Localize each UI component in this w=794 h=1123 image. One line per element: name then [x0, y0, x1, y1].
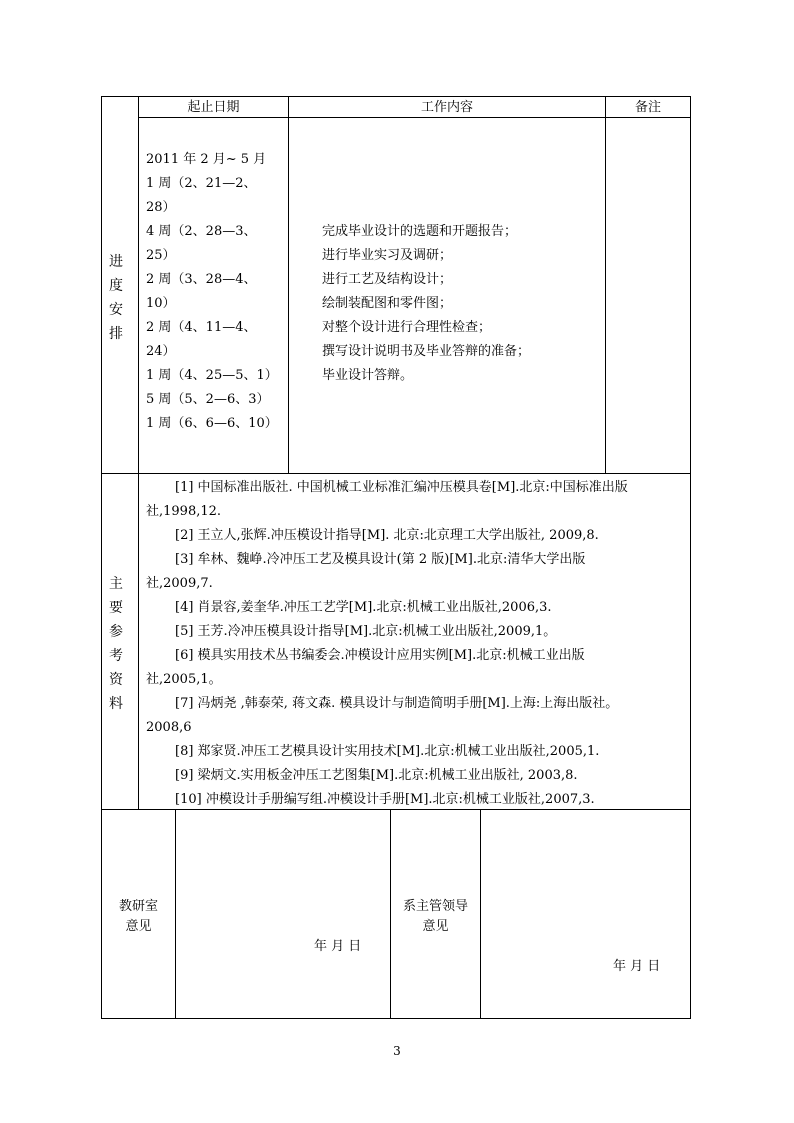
task-item: 进行工艺及结构设计； — [322, 272, 453, 287]
opinion-divider-1 — [175, 809, 176, 1019]
task-item: 对整个设计进行合理性检查； — [322, 320, 492, 335]
header-dates: 起止日期 — [187, 100, 240, 115]
date-line: 1 周（2、21—2、 — [146, 176, 257, 191]
date-line: 1 周（4、25—5、1） — [146, 368, 278, 383]
schedule-dates — [146, 148, 278, 436]
table-border-top — [101, 96, 691, 97]
reference-line: [9] 梁炳文.实用板金冲压工艺图集[M].北京:机械工业出版社, 2003,8. — [175, 768, 578, 783]
task-item: 进行毕业实习及调研； — [322, 248, 453, 263]
dates-column-divider — [288, 96, 289, 474]
reference-line: [10] 冲模设计手册编写组.冲模设计手册[M].北京:机械工业版社,2007,3. — [175, 792, 595, 807]
label-column-divider — [138, 96, 139, 810]
task-item: 毕业设计答辩。 — [322, 368, 414, 383]
date-line: 25） — [146, 248, 176, 263]
reference-line: 社,1998,12. — [146, 504, 222, 519]
schedule-side-label: 进 度 安 排 — [109, 254, 123, 342]
table-border-left — [101, 96, 102, 1019]
dept-opinion-label: 教研室 意见 — [118, 899, 158, 934]
reference-line: [8] 郑家贤.冲压工艺模具设计实用技术[M].北京:机械工业出版社,2005,1. — [175, 744, 600, 759]
task-item: 绘制装配图和零件图； — [322, 296, 453, 311]
leader-opinion-label: 系主管领导 意见 — [402, 899, 468, 934]
page-number: 3 — [393, 1044, 401, 1058]
date-line: 2011 年 2 月~ 5 月 — [146, 152, 267, 167]
references-side-label: 主 要 参 考 资 料 — [109, 576, 123, 712]
reference-line: [4] 肖景容,姜奎华.冲压工艺学[M].北京:机械工业出版社,2006,3. — [175, 600, 552, 615]
work-content-list — [322, 220, 530, 388]
section-divider-1 — [101, 473, 691, 474]
date-line: 10） — [146, 296, 176, 311]
reference-line: [3] 牟林、魏峥.冷冲压工艺及模具设计(第 2 版)[M].北京:清华大学出版 — [175, 552, 586, 567]
section-divider-2 — [101, 809, 691, 810]
header-row-divider — [138, 117, 691, 118]
reference-line: [6] 模具实用技术丛书编委会.冲模设计应用实例[M].北京:机械工业出版 — [175, 648, 585, 663]
task-item: 撰写设计说明书及毕业答辩的准备； — [322, 344, 531, 359]
table-border-bottom — [101, 1018, 691, 1019]
date-line: 2 周（3、28—4、 — [146, 272, 257, 287]
header-content: 工作内容 — [420, 100, 473, 115]
reference-line: [2] 王立人,张辉.冲压模设计指导[M]. 北京:北京理工大学出版社, 2009,8. — [175, 528, 599, 543]
reference-line: [1] 中国标准出版社. 中国机械工业标准汇编冲压模具卷[M].北京:中国标准出版 — [175, 480, 628, 495]
leader-opinion-date: 年 月 日 — [613, 959, 661, 974]
opinion-divider-3 — [480, 809, 481, 1019]
date-line: 24） — [146, 344, 176, 359]
reference-line: [7] 冯炳尧 ,韩泰荣, 蒋文森. 模具设计与制造简明手册[M].上海:上海出版社。 — [175, 696, 619, 711]
date-line: 5 周（5、2—6、3） — [146, 392, 270, 407]
dept-opinion-date: 年 月 日 — [314, 939, 362, 954]
task-item: 完成毕业设计的选题和开题报告； — [322, 224, 518, 239]
date-line: 1 周（6、6—6、10） — [146, 416, 278, 431]
reference-line: 社,2005,1。 — [146, 672, 222, 687]
date-line: 2 周（4、11—4、 — [146, 320, 257, 335]
notes-column-divider — [605, 96, 606, 474]
table-border-right — [690, 96, 691, 1019]
reference-line: 社,2009,7. — [146, 576, 213, 591]
header-notes: 备注 — [634, 100, 661, 115]
date-line: 4 周（2、28—3、 — [146, 224, 257, 239]
date-line: 28） — [146, 200, 176, 215]
reference-line: [5] 王芳.冷冲压模具设计指导[M].北京:机械工业出版社,2009,1。 — [175, 624, 557, 639]
reference-line: 2008,6 — [146, 720, 192, 735]
